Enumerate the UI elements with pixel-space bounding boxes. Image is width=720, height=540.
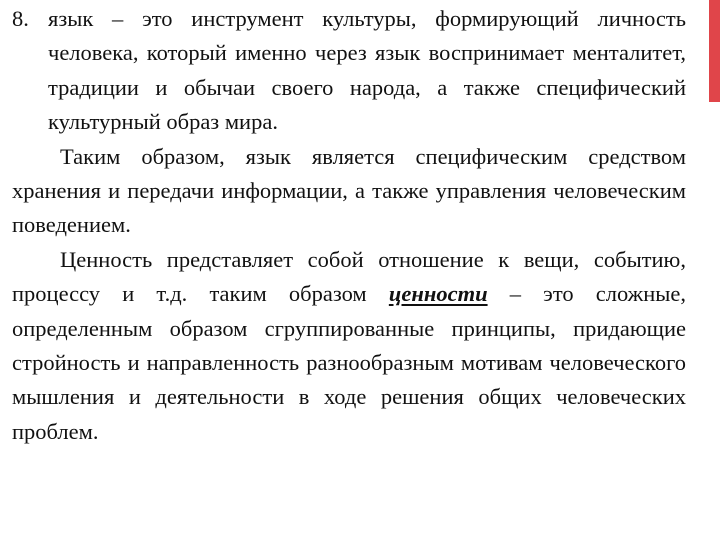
list-item-text: язык – это инструмент культуры, формирующий личность человека, который именно через язык воспринимает менталитет, традиции и обычаи своего народа, а также специфический культурный образ мира. [48, 6, 686, 135]
emphasized-term: ценности [388, 281, 488, 307]
paragraph-language: Таким образом, язык является специфическим средством хранения и передачи информации, а также управления человеческим поведением. [12, 143, 686, 238]
accent-bar [709, 0, 720, 102]
paragraph-values [12, 243, 686, 449]
list-item-number: 8. [12, 6, 29, 31]
list-item-8 [12, 2, 686, 140]
slide-text [12, 2, 686, 449]
paragraph-values-start: Ценность представляет собой отношение к вещи, событию, процессу и т.д. таким образом [12, 246, 686, 307]
paragraph-values-end: – это сложные, определенным образом сгруппированные принципы, придающие стройность и направленность разнообразным мотивам человеческого мышления и деятельности в ходе решения общих человеческих проблем. [12, 281, 686, 444]
